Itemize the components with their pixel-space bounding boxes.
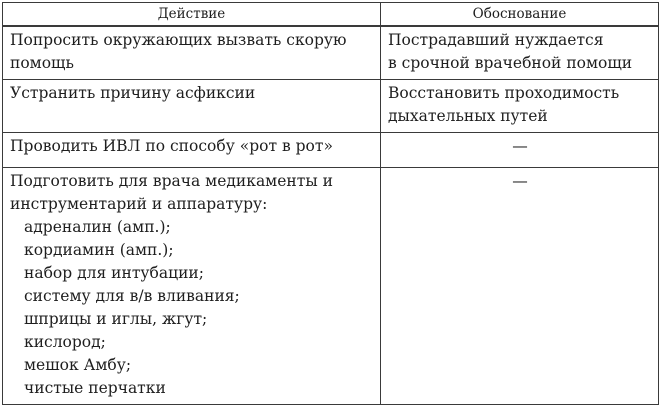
action-text: Подготовить для врача медикаменты и — [10, 172, 333, 190]
action-text: инструментарий и аппаратуру: — [10, 195, 268, 213]
list-item: адреналин (амп.); — [24, 218, 171, 236]
instructions-table — [2, 2, 659, 405]
action-text: помощь — [10, 54, 74, 72]
action-text: Проводить ИВЛ по способу «рот в рот» — [10, 137, 333, 155]
reason-cell-empty-dash: — — [381, 133, 659, 168]
table-row — [3, 168, 659, 405]
reason-text: Восстановить проходимость — [388, 84, 620, 102]
action-text: Устранить причину асфиксии — [10, 84, 256, 102]
list-item: систему для в/в вливания; — [24, 287, 240, 305]
reason-text: дыхательных путей — [388, 107, 548, 125]
table-row — [3, 133, 659, 168]
table-row — [3, 26, 659, 80]
reason-cell-empty-dash: — — [381, 168, 659, 405]
reason-text: в срочной врачебной помощи — [388, 54, 633, 72]
action-cell — [3, 80, 381, 133]
list-item: мешок Амбу; — [24, 356, 132, 374]
action-cell — [3, 168, 381, 405]
header-reason: Обоснование — [381, 3, 659, 27]
header-row — [3, 3, 659, 27]
list-item: кордиамин (амп.); — [24, 241, 174, 259]
reason-cell — [381, 26, 659, 80]
action-cell — [3, 133, 381, 168]
table-row — [3, 80, 659, 133]
reason-text: Пострадавший нуждается — [388, 31, 604, 49]
list-item: чистые перчатки — [24, 379, 166, 397]
action-cell — [3, 26, 381, 80]
list-item: шприцы и иглы, жгут; — [24, 310, 208, 328]
list-item: набор для интубации; — [24, 264, 204, 282]
action-text: Попросить окружающих вызвать скорую — [10, 31, 347, 49]
list-item: кислород; — [24, 333, 106, 351]
header-action: Действие — [3, 3, 381, 27]
reason-cell — [381, 80, 659, 133]
